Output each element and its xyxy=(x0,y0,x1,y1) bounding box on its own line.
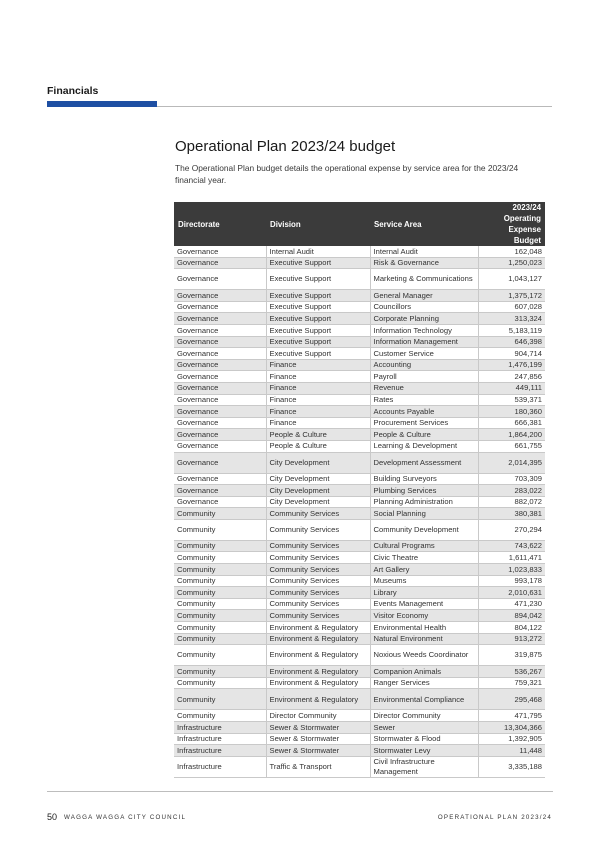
cell-service-area: Planning Administration xyxy=(370,496,478,508)
cell-budget: 894,042 xyxy=(478,610,545,622)
table-row xyxy=(174,610,545,622)
cell-division: Community Services xyxy=(266,587,370,599)
cell-directorate: Infrastructure xyxy=(174,745,266,757)
cell-directorate: Governance xyxy=(174,301,266,313)
cell-service-area: People & Culture xyxy=(370,429,478,441)
cell-service-area: Environmental Health xyxy=(370,622,478,634)
cell-budget: 1,250,023 xyxy=(478,257,545,269)
cell-division: City Development xyxy=(266,496,370,508)
table-row xyxy=(174,733,545,745)
cell-division: Finance xyxy=(266,382,370,394)
footer-divider xyxy=(47,791,553,792)
cell-directorate: Governance xyxy=(174,382,266,394)
cell-service-area: Payroll xyxy=(370,371,478,383)
table-header-row xyxy=(174,202,545,246)
cell-directorate: Governance xyxy=(174,269,266,290)
cell-division: Finance xyxy=(266,371,370,383)
cell-budget: 295,468 xyxy=(478,689,545,710)
table-row xyxy=(174,645,545,666)
cell-service-area: Risk & Governance xyxy=(370,257,478,269)
cell-service-area: Director Community xyxy=(370,710,478,722)
table-row xyxy=(174,508,545,520)
cell-budget: 1,043,127 xyxy=(478,269,545,290)
cell-budget: 882,072 xyxy=(478,496,545,508)
table-row xyxy=(174,371,545,383)
cell-division: Environment & Regulatory xyxy=(266,645,370,666)
cell-service-area: Natural Environment xyxy=(370,633,478,645)
cell-directorate: Community xyxy=(174,633,266,645)
cell-directorate: Community xyxy=(174,552,266,564)
cell-service-area: Customer Service xyxy=(370,348,478,360)
cell-budget: 913,272 xyxy=(478,633,545,645)
cell-service-area: Library xyxy=(370,587,478,599)
intro-paragraph: The Operational Plan budget details the operational expense by service area for the 2023/24 financial year. xyxy=(175,163,519,185)
table-row xyxy=(174,564,545,576)
cell-service-area: Civic Theatre xyxy=(370,552,478,564)
header-division: Division xyxy=(266,202,370,246)
cell-budget: 471,230 xyxy=(478,598,545,610)
cell-service-area: Learning & Development xyxy=(370,440,478,452)
cell-service-area: General Manager xyxy=(370,290,478,302)
table-row xyxy=(174,246,545,257)
cell-division: Environment & Regulatory xyxy=(266,666,370,678)
cell-directorate: Governance xyxy=(174,394,266,406)
budget-table xyxy=(174,202,545,778)
cell-budget: 743,622 xyxy=(478,540,545,552)
cell-budget: 180,360 xyxy=(478,406,545,418)
cell-division: Director Community xyxy=(266,710,370,722)
table-row xyxy=(174,336,545,348)
cell-division: Community Services xyxy=(266,552,370,564)
cell-service-area: Marketing & Communications xyxy=(370,269,478,290)
cell-service-area: Internal Audit xyxy=(370,246,478,257)
cell-directorate: Community xyxy=(174,610,266,622)
cell-service-area: Councillors xyxy=(370,301,478,313)
cell-directorate: Governance xyxy=(174,246,266,257)
cell-directorate: Community xyxy=(174,598,266,610)
page-number: 50 xyxy=(47,812,58,822)
section-heading: Financials xyxy=(47,85,99,97)
table-row xyxy=(174,417,545,429)
cell-directorate: Community xyxy=(174,575,266,587)
cell-service-area: Ranger Services xyxy=(370,677,478,689)
table-row xyxy=(174,429,545,441)
cell-service-area: Accounting xyxy=(370,359,478,371)
cell-directorate: Governance xyxy=(174,440,266,452)
cell-budget: 539,371 xyxy=(478,394,545,406)
cell-service-area: Museums xyxy=(370,575,478,587)
cell-service-area: Building Surveyors xyxy=(370,473,478,485)
cell-division: People & Culture xyxy=(266,429,370,441)
table-row xyxy=(174,722,545,734)
table-row xyxy=(174,710,545,722)
cell-service-area: Visitor Economy xyxy=(370,610,478,622)
cell-directorate: Governance xyxy=(174,485,266,497)
table-row xyxy=(174,473,545,485)
table-row xyxy=(174,633,545,645)
cell-budget: 1,392,905 xyxy=(478,733,545,745)
cell-budget: 319,875 xyxy=(478,645,545,666)
table-row xyxy=(174,745,545,757)
cell-directorate: Governance xyxy=(174,324,266,336)
cell-division: Finance xyxy=(266,394,370,406)
table-row xyxy=(174,598,545,610)
cell-division: Community Services xyxy=(266,564,370,576)
cell-division: Executive Support xyxy=(266,313,370,325)
cell-service-area: Events Management xyxy=(370,598,478,610)
cell-budget: 449,111 xyxy=(478,382,545,394)
cell-service-area: Stormwater Levy xyxy=(370,745,478,757)
cell-division: Community Services xyxy=(266,610,370,622)
cell-division: Sewer & Stormwater xyxy=(266,733,370,745)
cell-division: Community Services xyxy=(266,508,370,520)
cell-directorate: Governance xyxy=(174,417,266,429)
document-title: OPERATIONAL PLAN 2023/24 xyxy=(437,814,552,821)
cell-directorate: Governance xyxy=(174,336,266,348)
cell-division: Sewer & Stormwater xyxy=(266,722,370,734)
cell-service-area: Information Technology xyxy=(370,324,478,336)
cell-directorate: Governance xyxy=(174,257,266,269)
table-row xyxy=(174,348,545,360)
cell-service-area: Companion Animals xyxy=(370,666,478,678)
cell-budget: 904,714 xyxy=(478,348,545,360)
cell-division: Environment & Regulatory xyxy=(266,622,370,634)
cell-directorate: Community xyxy=(174,710,266,722)
cell-directorate: Governance xyxy=(174,452,266,473)
table-row xyxy=(174,689,545,710)
cell-division: City Development xyxy=(266,485,370,497)
cell-directorate: Governance xyxy=(174,496,266,508)
cell-budget: 13,304,366 xyxy=(478,722,545,734)
cell-division: Community Services xyxy=(266,519,370,540)
cell-division: City Development xyxy=(266,452,370,473)
cell-budget: 283,022 xyxy=(478,485,545,497)
table-row xyxy=(174,496,545,508)
table-row xyxy=(174,290,545,302)
header-operating-expense-budget: 2023/24 Operating Expense Budget xyxy=(478,202,545,246)
cell-division: Community Services xyxy=(266,575,370,587)
table-row xyxy=(174,622,545,634)
cell-service-area: Information Management xyxy=(370,336,478,348)
cell-service-area: Accounts Payable xyxy=(370,406,478,418)
cell-budget: 1,476,199 xyxy=(478,359,545,371)
cell-division: Executive Support xyxy=(266,336,370,348)
cell-directorate: Governance xyxy=(174,348,266,360)
cell-directorate: Community xyxy=(174,689,266,710)
table-row xyxy=(174,359,545,371)
cell-directorate: Community xyxy=(174,677,266,689)
cell-division: City Development xyxy=(266,473,370,485)
cell-service-area: Cultural Programs xyxy=(370,540,478,552)
cell-directorate: Governance xyxy=(174,313,266,325)
cell-service-area: Social Planning xyxy=(370,508,478,520)
cell-directorate: Governance xyxy=(174,371,266,383)
cell-budget: 993,178 xyxy=(478,575,545,587)
cell-directorate: Community xyxy=(174,587,266,599)
table-row xyxy=(174,269,545,290)
cell-directorate: Community xyxy=(174,564,266,576)
table-row xyxy=(174,677,545,689)
cell-directorate: Community xyxy=(174,508,266,520)
table-row xyxy=(174,440,545,452)
table-row xyxy=(174,485,545,497)
cell-division: Traffic & Transport xyxy=(266,756,370,777)
table-row xyxy=(174,756,545,777)
cell-division: Executive Support xyxy=(266,324,370,336)
cell-directorate: Governance xyxy=(174,290,266,302)
cell-budget: 3,335,188 xyxy=(478,756,545,777)
cell-budget: 2,014,395 xyxy=(478,452,545,473)
cell-directorate: Community xyxy=(174,645,266,666)
cell-service-area: Environmental Compliance xyxy=(370,689,478,710)
table-body xyxy=(174,246,545,777)
table-row xyxy=(174,587,545,599)
cell-division: Sewer & Stormwater xyxy=(266,745,370,757)
table-row xyxy=(174,552,545,564)
cell-service-area: Civil Infrastructure Management xyxy=(370,756,478,777)
cell-division: Community Services xyxy=(266,540,370,552)
page-title: Operational Plan 2023/24 budget xyxy=(175,138,396,155)
cell-division: Environment & Regulatory xyxy=(266,633,370,645)
cell-service-area: Rates xyxy=(370,394,478,406)
cell-service-area: Procurement Services xyxy=(370,417,478,429)
cell-division: People & Culture xyxy=(266,440,370,452)
cell-budget: 11,448 xyxy=(478,745,545,757)
cell-division: Finance xyxy=(266,359,370,371)
cell-division: Executive Support xyxy=(266,257,370,269)
cell-service-area: Stormwater & Flood xyxy=(370,733,478,745)
table-row xyxy=(174,324,545,336)
cell-budget: 471,795 xyxy=(478,710,545,722)
cell-service-area: Sewer xyxy=(370,722,478,734)
cell-budget: 380,381 xyxy=(478,508,545,520)
cell-directorate: Governance xyxy=(174,406,266,418)
cell-budget: 661,755 xyxy=(478,440,545,452)
cell-budget: 5,183,119 xyxy=(478,324,545,336)
cell-service-area: Community Development xyxy=(370,519,478,540)
table-row xyxy=(174,575,545,587)
cell-budget: 1,023,833 xyxy=(478,564,545,576)
cell-directorate: Community xyxy=(174,540,266,552)
cell-division: Internal Audit xyxy=(266,246,370,257)
cell-division: Finance xyxy=(266,406,370,418)
cell-division: Finance xyxy=(266,417,370,429)
cell-directorate: Governance xyxy=(174,429,266,441)
cell-budget: 703,309 xyxy=(478,473,545,485)
cell-directorate: Community xyxy=(174,666,266,678)
cell-budget: 2,010,631 xyxy=(478,587,545,599)
cell-division: Executive Support xyxy=(266,290,370,302)
table-row xyxy=(174,394,545,406)
cell-budget: 270,294 xyxy=(478,519,545,540)
cell-budget: 1,375,172 xyxy=(478,290,545,302)
cell-directorate: Infrastructure xyxy=(174,722,266,734)
cell-budget: 804,122 xyxy=(478,622,545,634)
cell-budget: 247,856 xyxy=(478,371,545,383)
cell-directorate: Infrastructure xyxy=(174,733,266,745)
cell-division: Environment & Regulatory xyxy=(266,689,370,710)
cell-budget: 646,398 xyxy=(478,336,545,348)
cell-service-area: Plumbing Services xyxy=(370,485,478,497)
cell-service-area: Corporate Planning xyxy=(370,313,478,325)
cell-directorate: Governance xyxy=(174,473,266,485)
table-row xyxy=(174,540,545,552)
cell-budget: 1,611,471 xyxy=(478,552,545,564)
section-accent-bar xyxy=(47,101,157,107)
cell-budget: 1,864,200 xyxy=(478,429,545,441)
cell-division: Environment & Regulatory xyxy=(266,677,370,689)
table-row xyxy=(174,301,545,313)
table-row xyxy=(174,666,545,678)
cell-service-area: Noxious Weeds Coordinator xyxy=(370,645,478,666)
table-row xyxy=(174,313,545,325)
table-row xyxy=(174,519,545,540)
cell-service-area: Revenue xyxy=(370,382,478,394)
cell-directorate: Infrastructure xyxy=(174,756,266,777)
table-row xyxy=(174,257,545,269)
table-row xyxy=(174,406,545,418)
table-row xyxy=(174,452,545,473)
cell-division: Executive Support xyxy=(266,348,370,360)
header-service-area: Service Area xyxy=(370,202,478,246)
cell-division: Executive Support xyxy=(266,269,370,290)
header-directorate: Directorate xyxy=(174,202,266,246)
cell-budget: 607,028 xyxy=(478,301,545,313)
cell-service-area: Art Gallery xyxy=(370,564,478,576)
cell-budget: 313,324 xyxy=(478,313,545,325)
table-row xyxy=(174,382,545,394)
cell-directorate: Community xyxy=(174,519,266,540)
council-name: WAGGA WAGGA CITY COUNCIL xyxy=(64,814,187,821)
cell-budget: 666,381 xyxy=(478,417,545,429)
cell-budget: 162,048 xyxy=(478,246,545,257)
cell-division: Community Services xyxy=(266,598,370,610)
cell-budget: 759,321 xyxy=(478,677,545,689)
cell-budget: 536,267 xyxy=(478,666,545,678)
cell-directorate: Governance xyxy=(174,359,266,371)
cell-division: Executive Support xyxy=(266,301,370,313)
cell-service-area: Development Assessment xyxy=(370,452,478,473)
cell-directorate: Community xyxy=(174,622,266,634)
section-divider xyxy=(157,106,552,107)
